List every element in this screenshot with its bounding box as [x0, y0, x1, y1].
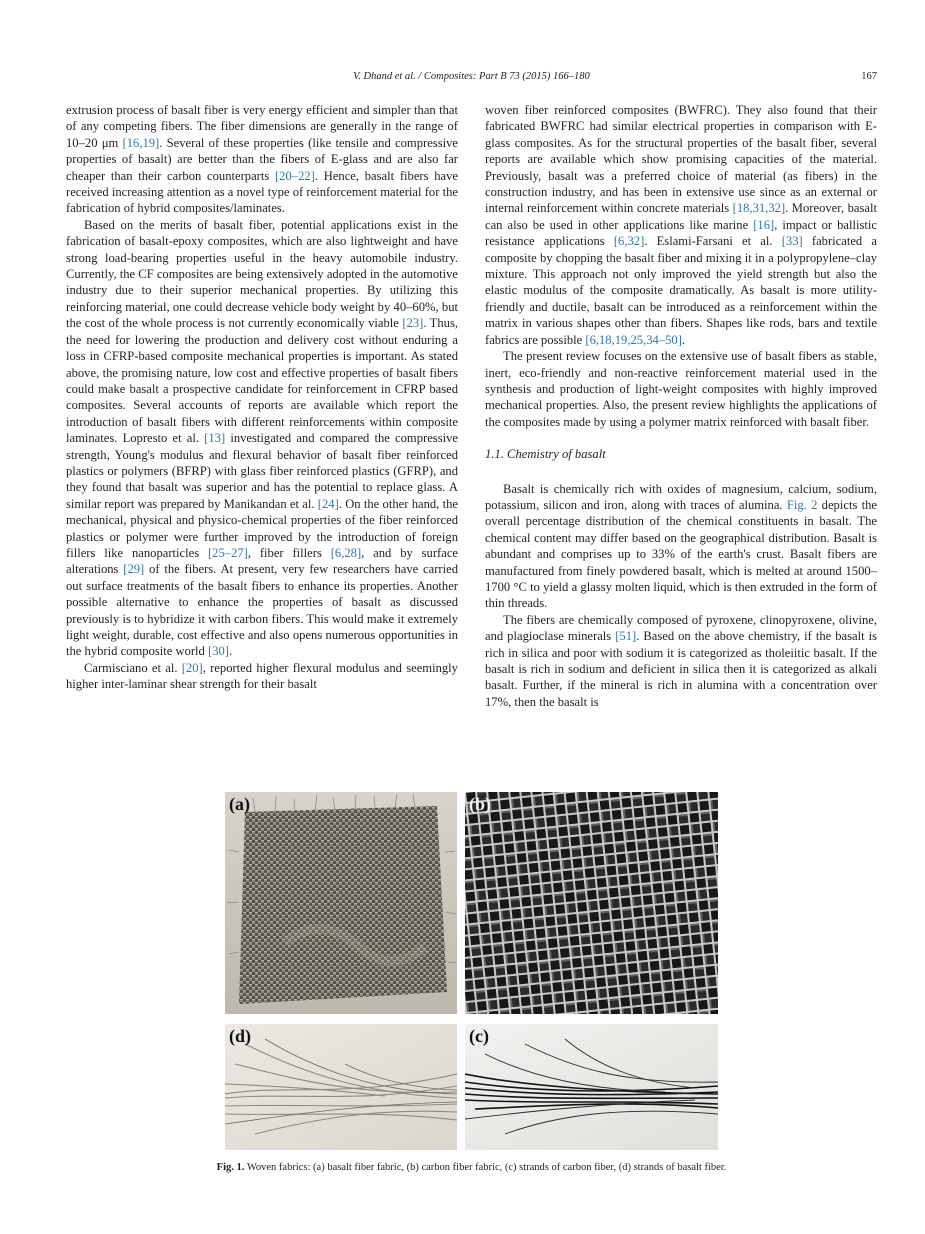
citation-link[interactable]: Fig. 2 [786, 497, 818, 512]
citation-link[interactable]: [23] [402, 316, 424, 331]
panel-label-d: (d) [229, 1026, 251, 1046]
basalt-strands-image [225, 1024, 457, 1150]
citation-link[interactable]: [24] [317, 496, 339, 511]
citation-link[interactable]: [6,18,19,25,34–50] [585, 332, 682, 347]
figure-1 [225, 792, 718, 1152]
paragraph: Carmisciano et al. [20], reported higher flexural modulus and seemingly higher inter-laminar shear strength for their basalt [66, 660, 458, 692]
citation-link[interactable]: [18,31,32] [732, 201, 786, 216]
citation-link[interactable]: [16] [753, 217, 775, 232]
citation-link[interactable]: [29] [123, 562, 145, 577]
caption-label: Fig. 1. [216, 1162, 245, 1173]
citation-link[interactable]: [33] [781, 234, 803, 249]
running-header [66, 71, 877, 87]
panel-d-basalt-strands-photo [225, 1024, 457, 1150]
section-heading: 1.1. Chemistry of basalt [485, 447, 606, 462]
panel-a-basalt-fabric-photo [225, 792, 457, 1014]
citation-link[interactable]: [6,28] [330, 545, 362, 560]
paragraph: The fibers are chemically composed of pyroxene, clinopyroxene, olivine, and plagioclase minerals [51]. Based on the above chemistry, if the basalt is rich in silica and poor with sodium it is categorized as tholeiitic basalt. If the basalt is rich in sodium and deficient in silica then it is categorized as alkali basalt. Further, if the mineral is rich in alumina with a concentration over 17%, then the basalt is [485, 612, 877, 709]
panel-c-carbon-strands-photo [465, 1024, 718, 1150]
panel-label-c: (c) [469, 1026, 489, 1046]
citation-link[interactable]: [51] [615, 629, 637, 644]
paragraph: extrusion process of basalt fiber is very energy efficient and simpler than that of any competing fibers. The fiber dimensions are generally in the range of 10–20 μm [16,19]. Several of these properties (like tensile and compressive properties of basalt) are better than the fibers of E-glass and are also far cheaper than their carbon counterparts [20–22]. Hence, basalt fibers have received increasing attention as a novel type of reinforcement material for the fabrication of hybrid composites/laminates. [66, 103, 458, 216]
page-number: 167 [861, 71, 877, 82]
paragraph: woven fiber reinforced composites (BWFRC). They also found that their fabricated BWFRC had similar electrical properties in comparison with E-glass composites. As for the structural properties of the basalt fiber, several reports are available which show promising capacities of the material. Previously, basalt was a preferred choice of material (as fibers) in the construction industry, and has been in extensive use since as an external or internal reinforcement within concrete materials [18,31,32]. Moreover, basalt can also be used in other applications like marine [16], impact or ballistic resistance applications [6,32]. Eslami-Farsani et al. [33] fabricated a composite by chopping the basalt fiber and mixing it in a polypropylene–clay mixture. This approach not only improved the yield strength but also the elastic modulus of the composite dramatically. As basalt is more utility-friendly and ductile, basalt can be introduced as a reinforcement within the matrix in various shapes other than fibers. Shapes like rods, bars and textile fabrics are possible [6,18,19,25,34–50]. [485, 103, 877, 347]
carbon-strands-image [465, 1024, 718, 1150]
citation-link[interactable]: [6,32] [613, 234, 645, 249]
paragraph: Basalt is chemically rich with oxides of magnesium, calcium, sodium, potassium, silicon and iron, along with traces of alumina. Fig. 2 depicts the overall percentage distribution of the chemical constituents in basalt. The chemical content may differ based on the geographical distribution. Basalt is abundant and comprises up to 33% of the earth's crust. Basalt fibers are manufactured from finely powdered basalt, which is melted at around 1500–1700 °C to yield a glassy molten liquid, which is then extruded in the form of thin threads. [485, 481, 878, 611]
citation-link[interactable]: [16,19] [122, 135, 160, 150]
panel-label-a: (a) [229, 794, 250, 814]
caption-text: Woven fabrics: (a) basalt fiber fabric, (b) carbon fiber fabric, (c) strands of carbon fiber, (d) strands of basalt fiber. [244, 1162, 727, 1173]
panel-b-carbon-fabric-photo [465, 792, 718, 1014]
paragraph: Based on the merits of basalt fiber, potential applications exist in the fabrication of basalt-epoxy composites, which are also lightweight and have strong load-bearing properties useful in the heavy automobile industry. Currently, the CF composites are being extensively adopted in the automotive industry due to their superior mechanical properties. By utilizing this reinforcing material, one could decrease vehicle body weight by 40–60%, but the cost of the whole process is not currently economically viable [23]. Thus, the need for lowering the production and delivery cost without enduring a loss in CFRP-based composite mechanical properties is important. As stated above, the promising nature, low cost and effective properties of basalt fibers could make basalt a prospective candidate for reinforcement in CFRP based composites. Several accounts of reports are available which report the introduction of basalt fibers with different reinforcements within composite laminates. Lopresto et al. [13] investigated and compared the compressive strength, Young's modulus and flexural behavior of basalt fiber reinforced plastics or polymers (BFRP) with glass fiber reinforced plastics (GFRP), and they found that basalt was superior and has the potential to replace glass. A similar report was prepared by Manikandan et al. [24]. On the other hand, the mechanical, physical and physico-chemical properties of the fiber reinforced plastics or polymer were further improved by the introduction of foreign fillers like nanoparticles [25–27], fiber fillers [6,28], and by surface alterations [29] of the fibers. At present, very few researchers have carried out surface treatments of the basalt fibers to enhance its properties. Another possible alternative to enhance the properties of basalt as discussed previously is to hybridize it with carbon fibers. This would make it extremely light weight, durable, cost effective and also opens numerous opportunities in the hybrid composite world [30]. [66, 217, 459, 659]
citation-link[interactable]: [20–22] [274, 168, 315, 183]
basalt-fabric-image [225, 792, 457, 1014]
citation-link[interactable]: [13] [204, 431, 226, 446]
carbon-fabric-image [465, 792, 718, 1014]
citation-link[interactable]: [30] [208, 644, 229, 659]
figure-caption [66, 1162, 877, 1173]
left-column [66, 102, 458, 693]
citation-link[interactable]: [25–27] [207, 545, 248, 560]
running-title: V. Dhand et al. / Composites: Part B 73 (2015) 166–180 [353, 71, 590, 82]
paragraph: The present review focuses on the extensive use of basalt fibers as stable, inert, eco-friendly and non-reactive reinforcement material used in the synthesis and production of light-weight composites with highly improved mechanical properties. Also, the present review highlights the applications of the composites made by using a polymer matrix reinforced with basalt fiber. [485, 349, 877, 429]
citation-link[interactable]: [20] [181, 660, 203, 675]
right-column [485, 102, 877, 710]
panel-label-b: (b) [469, 794, 491, 814]
